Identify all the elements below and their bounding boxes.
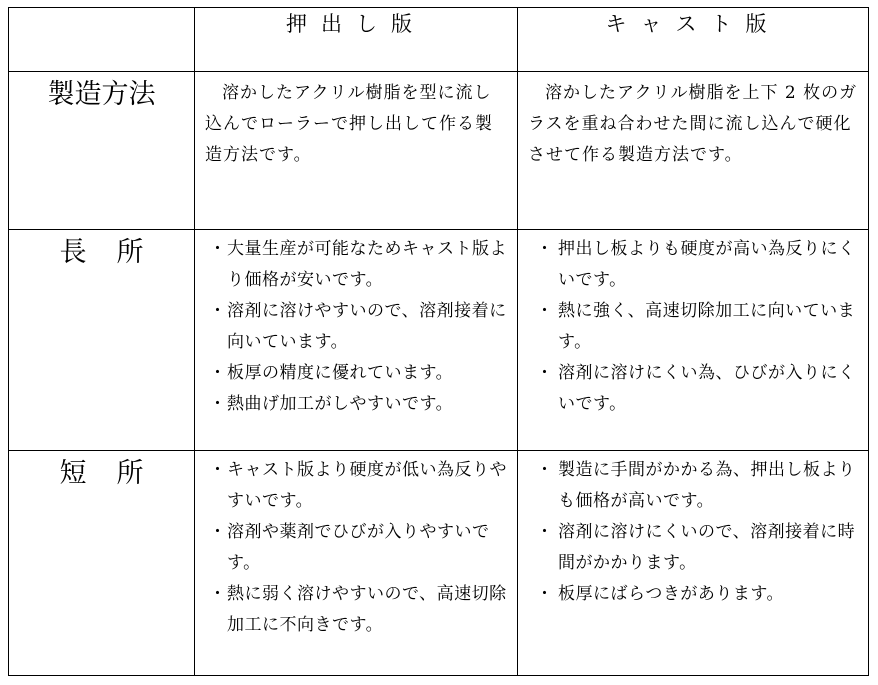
list-item — [207, 234, 509, 296]
row-label-method: 製造方法 — [9, 72, 195, 230]
list-item-text: 溶剤に溶けにくいので、溶剤接着に時間がかかります。 — [558, 522, 856, 573]
list-item — [530, 579, 860, 610]
method-cast-text: 溶かしたアクリル樹脂を上下 2 枚のガラスを重ね合わせた間に流し込んで硬化させて作る製造方法です。 — [528, 83, 858, 165]
list-item — [207, 517, 509, 579]
method-extruded-text: 溶かしたアクリル樹脂を型に流し込んでローラーで押し出して作る製造方法です。 — [205, 83, 493, 165]
list-item — [530, 517, 860, 579]
list-item-text: 製造に手間がかかる為、押出し板よりも価格が高いです。 — [558, 460, 856, 511]
bullet-glyph: ・ — [536, 522, 554, 542]
list-item — [530, 234, 860, 296]
row-pros — [9, 230, 869, 451]
cell-method-extruded — [195, 72, 518, 230]
bullet-glyph: ・ — [209, 363, 227, 383]
bullet-glyph: ・ — [536, 301, 554, 321]
list-item — [530, 296, 860, 358]
list-item — [207, 296, 509, 358]
list-item-text: キャスト版より硬度が低い為反りやすいです。 — [227, 460, 507, 511]
header-cast: キャスト版 — [518, 8, 869, 72]
list-item-text: 熱曲げ加工がしやすいです。 — [227, 394, 454, 414]
list-item — [207, 579, 509, 641]
list-item — [207, 358, 509, 389]
bullet-glyph: ・ — [209, 460, 227, 480]
bullet-glyph: ・ — [209, 584, 227, 604]
bullet-glyph: ・ — [536, 239, 554, 259]
list-item-text: 押出し板よりも硬度が高い為反りにくいです。 — [558, 239, 856, 290]
row-label-cons: 短所 — [9, 451, 195, 676]
list-item-text: 溶剤に溶けやすいので、溶剤接着に向いています。 — [227, 301, 507, 352]
corner-cell — [9, 8, 195, 72]
list-item-text: 溶剤に溶けにくい為、ひびが入りにくいです。 — [558, 363, 856, 414]
list-item-text: 板厚の精度に優れています。 — [227, 363, 454, 383]
row-method — [9, 72, 869, 230]
list-item-text: 熱に強く、高速切除加工に向いています。 — [558, 301, 856, 352]
bullet-glyph: ・ — [536, 460, 554, 480]
list-item-text: 板厚にばらつきがあります。 — [558, 584, 784, 604]
row-label-pros: 長所 — [9, 230, 195, 451]
list-item-text: 溶剤や薬剤でひびが入りやすいです。 — [227, 522, 490, 573]
cell-cons-extruded — [195, 451, 518, 676]
cell-method-cast — [518, 72, 869, 230]
bullet-glyph: ・ — [209, 301, 227, 321]
bullet-glyph: ・ — [209, 394, 227, 414]
list-item — [207, 389, 509, 420]
bullet-glyph: ・ — [209, 522, 227, 542]
list-item — [207, 455, 509, 517]
comparison-table — [8, 7, 869, 676]
list-item-text: 大量生産が可能なためキャスト版より価格が安いです。 — [227, 239, 507, 290]
row-cons — [9, 451, 869, 676]
header-extruded: 押出し版 — [195, 8, 518, 72]
list-item-text: 熱に弱く溶けやすいので、高速切除加工に不向きです。 — [227, 584, 507, 635]
list-item — [530, 358, 860, 420]
header-row — [9, 8, 869, 72]
bullet-glyph: ・ — [536, 363, 554, 383]
cell-cons-cast — [518, 451, 869, 676]
bullet-glyph: ・ — [209, 239, 227, 259]
list-item — [530, 455, 860, 517]
cell-pros-cast — [518, 230, 869, 451]
cell-pros-extruded — [195, 230, 518, 451]
bullet-glyph: ・ — [536, 584, 554, 604]
